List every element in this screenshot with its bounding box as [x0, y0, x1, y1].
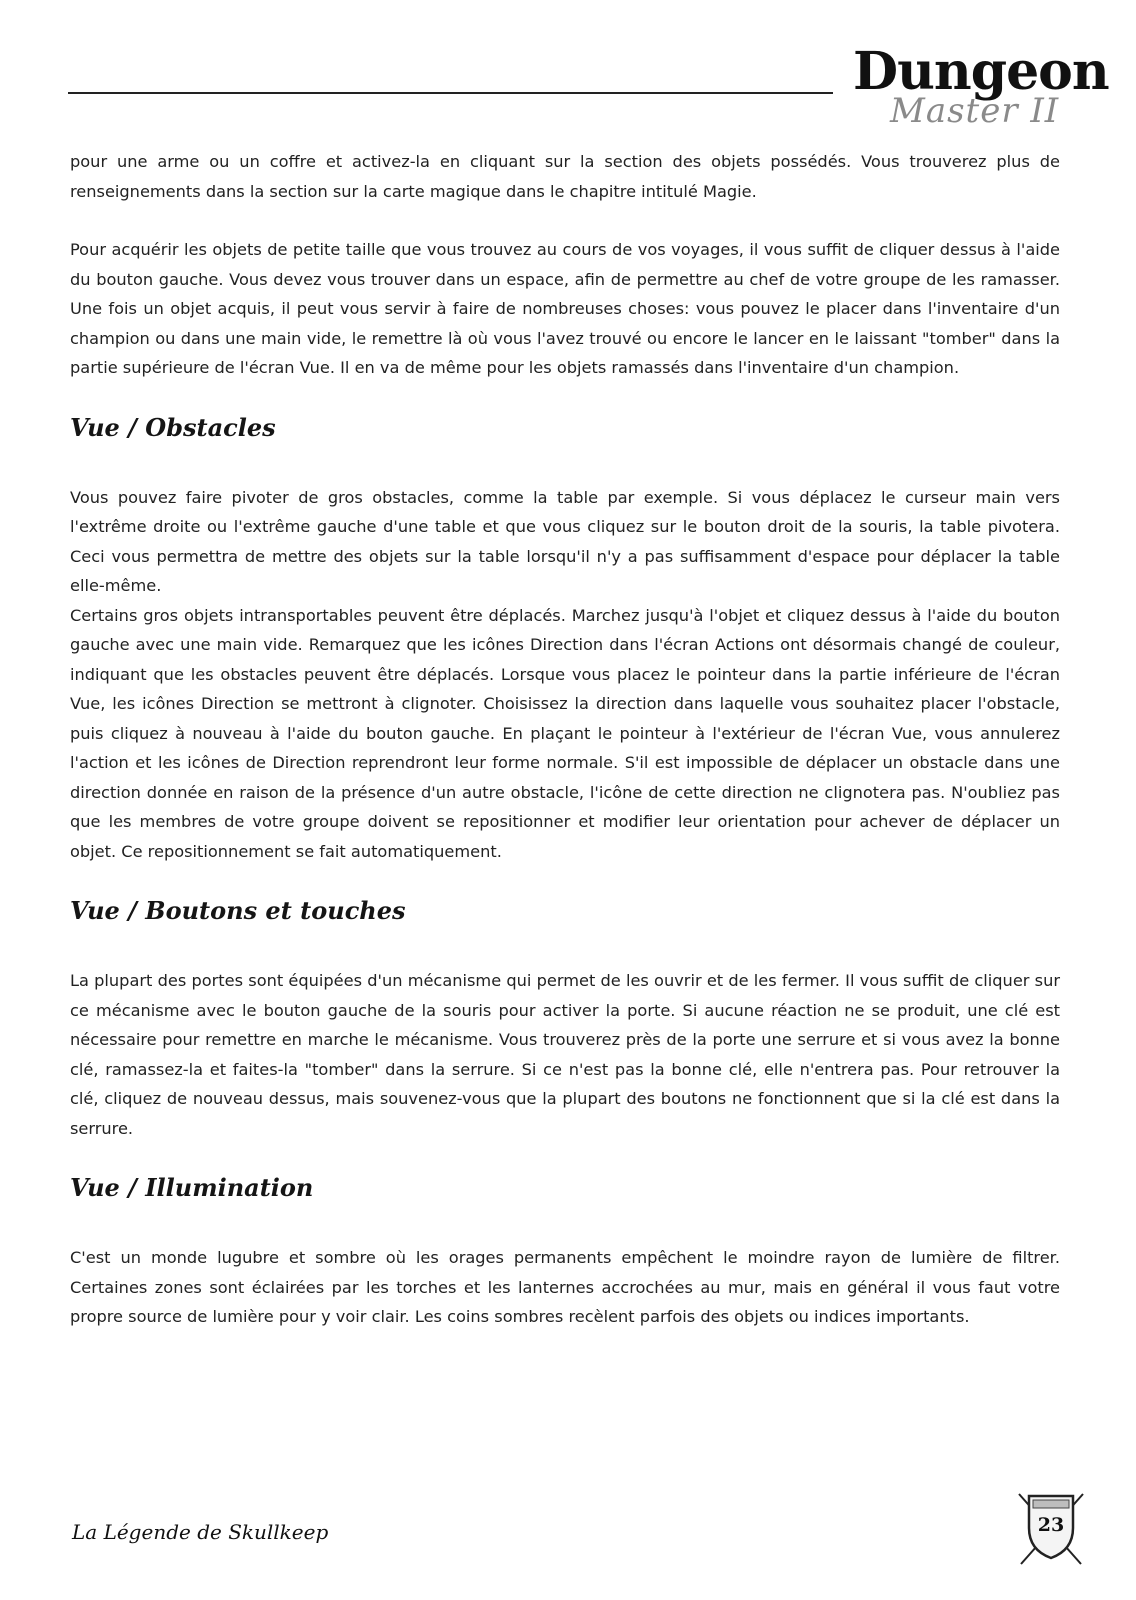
- header-rule: [68, 92, 833, 94]
- obstacles-paragraph-1: Vous pouvez faire pivoter de gros obstacles, comme la table par exemple. Si vous déplacez le curseur main vers l'extrême droite ou l'extrême gauche d'une table et que vous cliquez sur le bouton droit de la souris, la table pivotera. Ceci vous permettra de mettre des objets sur la table lorsqu'il n'y a pas suffisamment d'espace pour déplacer la table elle-même.: [70, 487, 1060, 595]
- logo-sub-text: Master II: [890, 91, 1060, 131]
- section-heading-illumination: Vue / Illumination: [70, 1173, 314, 1202]
- footer-book-title: La Légende de Skullkeep: [72, 1520, 329, 1544]
- illumination-paragraph-1: C'est un monde lugubre et sombre où les orages permanents empêchent le moindre rayon de lumière de filtrer. Certaines zones sont éclairées par les torches et les lanternes accrochées au mur, mais en général il vous faut votre propre source de lumière pour y voir clair. Les coins sombres recèlent parfois des objets ou indices importants.: [70, 1248, 1060, 1326]
- section-heading-obstacles: Vue / Obstacles: [70, 412, 276, 442]
- boutons-paragraph-1: La plupart des portes sont équipées d'un mécanisme qui permet de les ouvrir et de les fermer. Il vous suffit de cliquer sur ce mécanisme avec le bouton gauche de la souris pour activer la porte. Si aucune réaction ne se produit, une clé est nécessaire pour remettre en marche le mécanisme. Vous trouverez près de la porte une serrure et si vous avez la bonne clé, ramassez-la et faites-la "tomber" dans la serrure. Si ce n'est pas la bonne clé, elle n'entrera pas. Pour retrouver la clé, cliquez de nouveau dessus, mais souvenez-vous que la plupart des boutons ne fonctionnent que si la clé est dans la serrure.: [70, 971, 1060, 1138]
- obstacles-paragraph-2: Certains gros objets intransportables peuvent être déplacés. Marchez jusqu'à l'objet et cliquez dessus à l'aide du bouton gauche avec une main vide. Remarquez que les icônes Direction dans l'écran Actions ont désormais changé de couleur, indiquant que les obstacles peuvent être déplacés. Lorsque vous placez le pointeur dans la partie inférieure de l'écran Vue, les icônes Direction se mettront à clignoter. Choisissez la direction dans laquelle vous souhaitez placer l'obstacle, puis cliquez à nouveau à l'aide du bouton gauche. En plaçant le pointeur à l'extérieur de l'écran Vue, vous annulerez l'action et les icônes de Direction reprendront leur forme normale. S'il est impossible de déplacer un obstacle dans une direction donnée en raison de la présence d'un autre obstacle, l'icône de cette direction ne clignotera pas. N'oubliez pas que les membres de votre groupe doivent se repositionner et modifier leur orientation pour achever de déplacer un objet. Ce repositionnement se fait automatiquement.: [70, 605, 1060, 861]
- section-heading-boutons: Vue / Boutons et touches: [70, 896, 406, 925]
- dungeon-master-logo: [845, 41, 1109, 139]
- page-content: [70, 147, 1060, 1332]
- page-number: 23: [1037, 1514, 1065, 1536]
- intro-paragraph-2: Pour acquérir les objets de petite taille que vous trouvez au cours de vos voyages, il vous suffit de cliquer dessus à l'aide du bouton gauche. Vous devez vous trouver dans un espace, afin de permettre au chef de votre groupe de les ramasser. Une fois un objet acquis, il peut vous servir à faire de nombreuses choses: vous pouvez le placer dans l'inventaire d'un champion ou dans une main vide, le remettre là où vous l'avez trouvé ou encore le lancer en le laissant "tomber" dans la partie supérieure de l'écran Vue. Il en va de même pour les objets ramassés dans l'inventaire d'un champion.: [70, 240, 1060, 377]
- intro-paragraph-1: pour une arme ou un coffre et activez-la en cliquant sur la section des objets possédés. Vous trouverez plus de renseignements dans la section sur la carte magique dans le chapitre intitulé Magie.: [70, 152, 1060, 201]
- logo-main-text: Dungeon: [853, 41, 1109, 102]
